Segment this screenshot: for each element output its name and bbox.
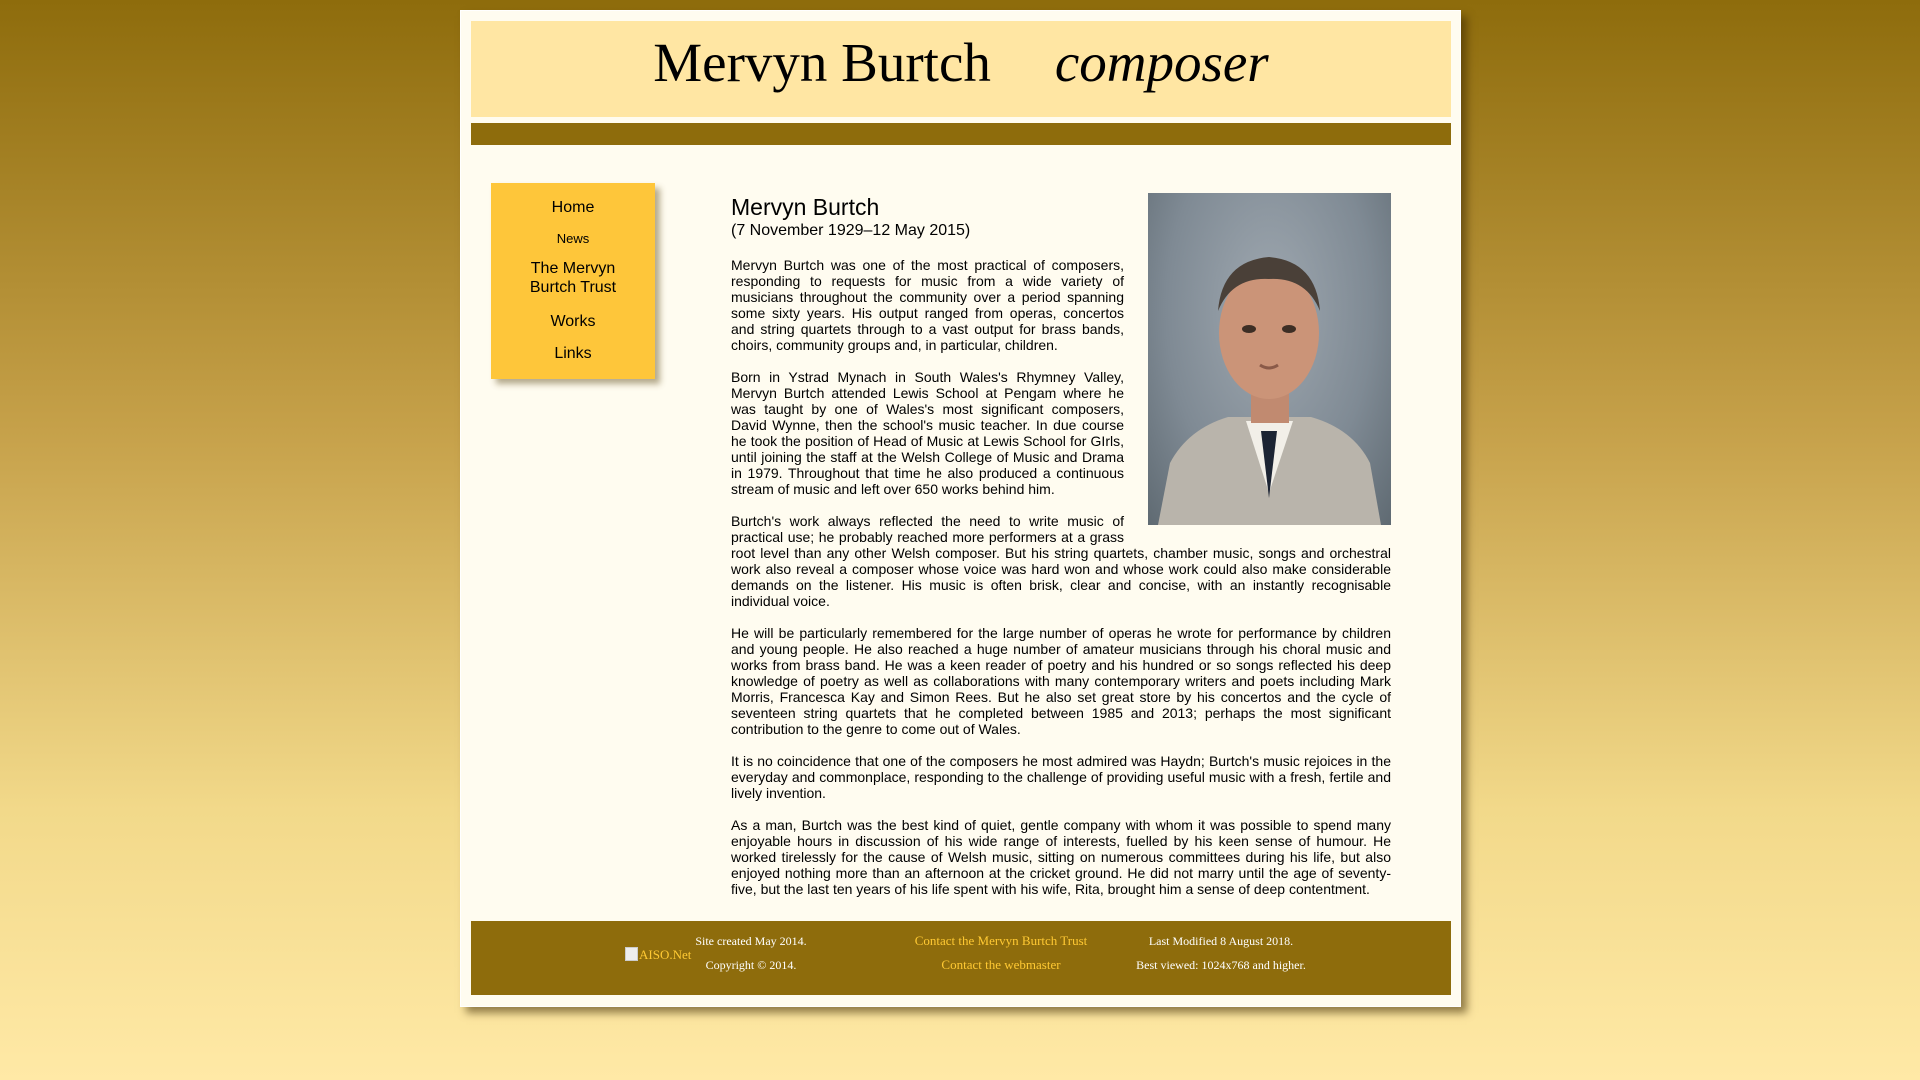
site-title-name: Mervyn Burtch <box>653 32 991 93</box>
bio-paragraph-6: As a man, Burtch was the best kind of quiet, gentle company with whom it was possible to spend many enjoyable hours in discussion of his wide range of interests, fuelled by his keen sense of humour. He worked tirelessly for the cause of Welsh music, sitting on numerous committees during his life, but also enjoyed nothing more than an afternoon at the cricket ground. He did not marry until the age of seventy-five, but the last ten years of his life spent with his wife, Rita, brought him a sense of deep contentment. <box>731 817 1391 897</box>
copyright-text: Copyright © 2014. <box>705 958 797 972</box>
site-created-text: Site created May 2014. <box>695 934 807 948</box>
portrait-illustration <box>1148 193 1391 525</box>
aiso-logo-alt-text: AISO.Net <box>639 947 692 962</box>
nav-news-link[interactable]: News <box>556 231 590 246</box>
life-dates: (7 November 1929–12 May 2015) <box>731 222 971 239</box>
nav-trust-label-line2: Burtch Trust <box>529 279 617 296</box>
nav-trust-link[interactable] <box>491 259 655 297</box>
best-viewed-text: Best viewed: 1024x768 and higher. <box>1136 958 1306 972</box>
bio-paragraph-3: Burtch's work always reflected the need to write music of practical use; he probably reached more performers at a grass root level than any other Welsh composer. But his string quartets, chamber music, songs and orchestral work also reveal a composer whose voice was hard won and whose work could also make considerable demands on the listener. His music is often brisk, clear and concise, with an instantly recognisable individual voice. <box>731 513 1391 609</box>
bio-paragraph-1: Mervyn Burtch was one of the most practical of composers, responding to requests for music from a wide variety of musicians throughout the community over a period spanning some sixty years. His output ranged from operas, concertos and string quartets through to a vast output for brass bands, choirs, community groups and, in particular, children. <box>731 257 1124 353</box>
broken-image-icon <box>625 947 638 961</box>
nav-trust-label-line1: The Mervyn <box>530 260 616 277</box>
bio-paragraph-2: Born in Ystrad Mynach in South Wales's Rhymney Valley, Mervyn Burtch attended Lewis School at Pengam where he was taught by one of Wales's most significant composers, David Wynne, then the school's music teacher. In due course he took the position of Head of Music at Lewis School for GIrls, until joining the staff at the Welsh College of Music and Drama in 1979. Throughout that time he also produced a continuous stream of music and left over 650 works behind him. <box>731 369 1124 497</box>
page-heading: Mervyn Burtch <box>731 194 880 220</box>
sidebar-nav <box>491 183 655 379</box>
contact-webmaster-link[interactable]: Contact the webmaster <box>941 957 1061 972</box>
bio-paragraph-5: It is no coincidence that one of the composers he most admired was Haydn; Burtch's music rejoices in the everyday and commonplace, responding to the challenge of providing useful music with a fresh, fertile and lively invention. <box>731 753 1391 801</box>
last-modified-text: Last Modified 8 August 2018. <box>1148 934 1294 948</box>
nav-home-link[interactable]: Home <box>551 199 595 216</box>
portrait-photo <box>1148 193 1391 525</box>
header-divider-bar <box>471 123 1451 145</box>
site-title <box>653 15 1268 111</box>
nav-links-link[interactable]: Links <box>554 345 592 362</box>
site-header <box>471 21 1451 117</box>
bio-paragraph-4: He will be particularly remembered for the large number of operas he wrote for performance by children and young people. He also reached a huge number of amateur musicians through his choral music and works from brass band. He was a keen reader of poetry and his hundred or so songs reflected his deep knowledge of poetry as well as collaborations with many contemporary writers and poets including Mark Morris, Francesca Kay and Simon Rees. But he also set great store by his concertos and the cycle of seventeen string quartets that he completed between 1985 and 2013; perhaps the most significant contribution to the genre to come out of Wales. <box>731 625 1391 737</box>
page-container <box>460 10 1461 1007</box>
contact-trust-link[interactable]: Contact the Mervyn Burtch Trust <box>914 933 1088 948</box>
site-footer <box>471 921 1451 995</box>
nav-works-link[interactable]: Works <box>550 313 596 330</box>
main-content <box>731 181 1391 913</box>
site-title-role: composer <box>1054 32 1269 93</box>
